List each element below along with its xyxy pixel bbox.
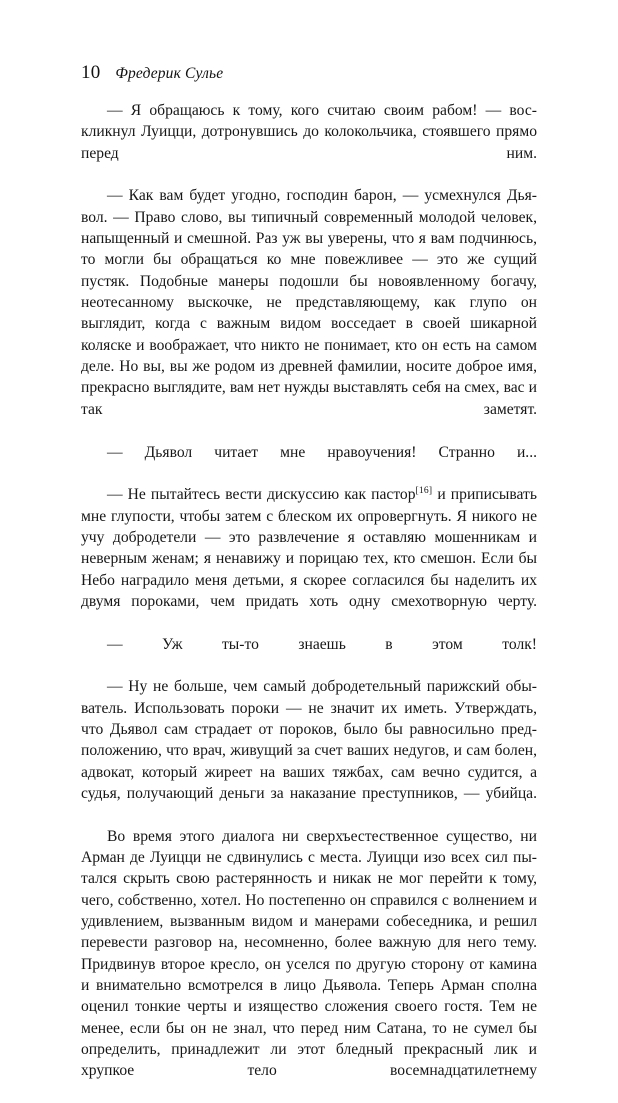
paragraph-with-footnote [81, 484, 537, 633]
paragraph: — Как вам будет угодно, господин барон, — усмехнулся Дьявол. — Право слово, вы типичный современный молодой человек, напыщенный и смешной. Раз уж вы уверены, что я вам подчинюсь, то могли бы обращаться ко мне повежливее — это же сущий пустяк. Подобные манеры подошли бы новоявленному богачу, неотесанному выскочке, не представляющему, как глупо он выглядит, когда с важным видом восседает в своей шикарной коляске и воображает, что никто не понимает, кто он есть на самом деле. Но вы, вы же родом из древней фамилии, носите доброе имя, прекрасно выглядите, вам нет нужды выставлять себя на смех, вас и так заметят. [81, 187, 537, 418]
running-head-author: Фредерик Сулье [115, 65, 224, 82]
page-number: 10 [81, 62, 101, 83]
paragraph-text-before-footnote: — Не пытайтесь вести дискуссию как пастор [107, 486, 416, 504]
body-text-block [81, 100, 537, 1103]
running-head [81, 62, 537, 84]
paragraph: — Я обращаюсь к тому, кого считаю своим рабом! — воскликнул Луицци, дотронувшись до колокольчика, стоявшего прямо перед ним. [81, 102, 537, 162]
footnote-reference-marker[interactable]: [16] [415, 485, 433, 496]
paragraph: Во время этого диалога ни сверхъестественное существо, ни Арман де Луицци не сдвинулись с места. Луицци изо всех сил пытался скрыть свою растерянность и никак не мог перейти к тому, чего, собственно, хотел. Но постепенно он справился с волнением и удивлением, вызванным видом и манерами собеседника, и решил перевести разговор на, несомненно, более важную для него тему. Придвинув второе кресло, он уселся по другую сторону от камина и внимательно всмотрелся в лицо Дьявола. Теперь Арман сполна оценил тонкие черты и изящество сложения своего гостя. Тем не менее, если бы он не знал, что перед ним Сатана, то не сумел бы определить, принадлежит ли этот бледный прекрасный лик и хрупкое тело восемнадцатилетнему [81, 827, 537, 1080]
paragraph: — Дьявол читает мне нравоучения! Странно и... [107, 443, 537, 461]
paragraph: — Уж ты-то знаешь в этом толк! [107, 635, 537, 653]
paragraph: — Ну не больше, чем самый добродетельный парижский обыватель. Использовать пороки — не значит их иметь. Утверждать, что Дьявол сам страдает от пороков, было бы равносильно предположению, что врач, живущий за счет ваших недугов, и сам болен, адвокат, который жиреет на ваших тяжбах, сам вечно судится, а судья, получающий деньги за наказание преступников, — убийца. [81, 678, 537, 802]
paragraph-text-after-footnote: и приписывать мне глупости, чтобы затем с блеском их опровергнуть. Я никого не учу добродетели — это развлечение я оставляю мошенникам и неверным женам; я ненавижу и порицаю тех, кто смешон. Если бы Небо наградило меня детьми, я скорее согласился бы наделить их двумя пороками, чем придать хоть одну смехотворную черту. [81, 486, 537, 610]
